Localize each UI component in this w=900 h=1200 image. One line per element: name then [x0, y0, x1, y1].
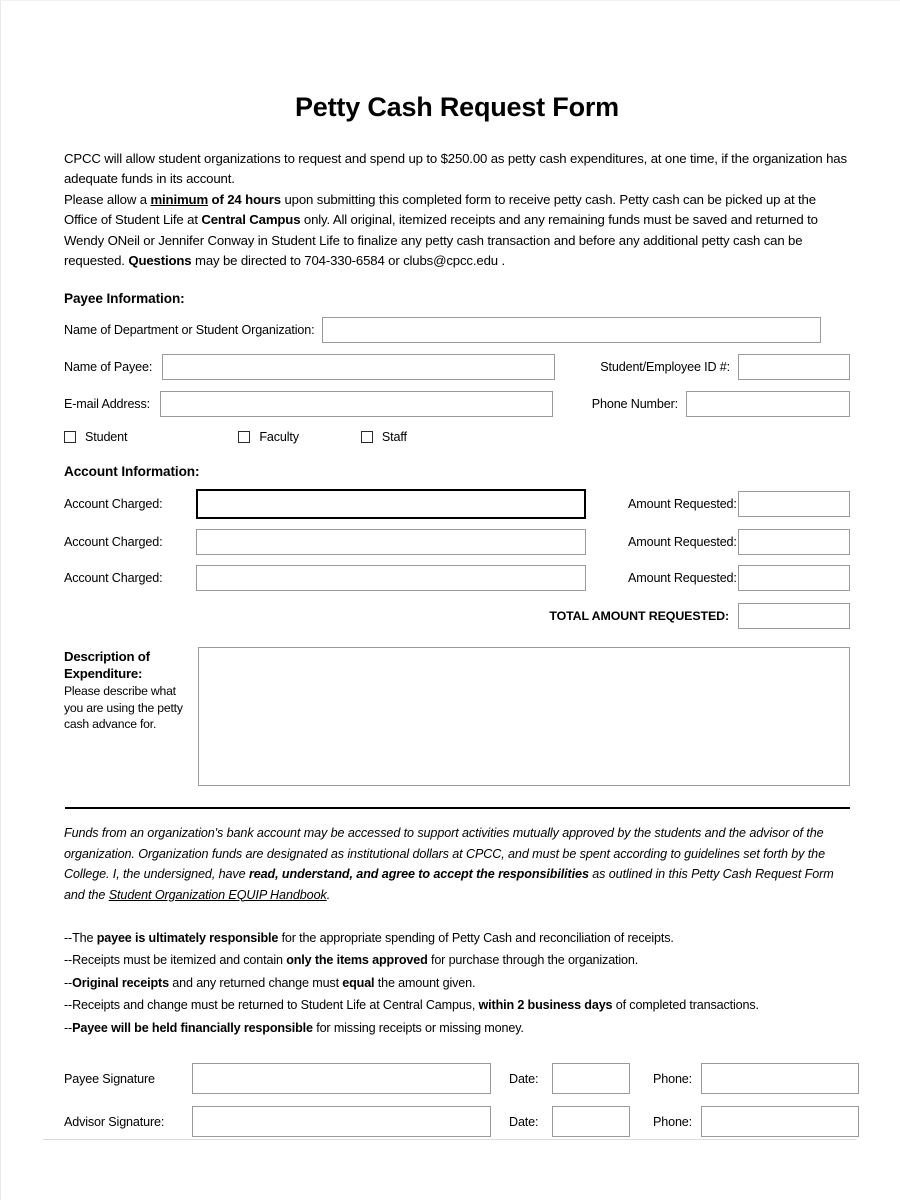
- bullet-3-bold-2: equal: [342, 975, 375, 990]
- description-section: [64, 647, 850, 786]
- agreement-part-2: as outlined in this Petty Cash Request Form and the: [64, 867, 834, 902]
- agreement-paragraph: [64, 823, 850, 905]
- phone-number-label: Phone Number:: [591, 397, 678, 412]
- account-charged-input-1[interactable]: [196, 489, 586, 519]
- bullet-4-bold: within 2 business days: [478, 998, 613, 1013]
- agreement-bold-clause: read, understand, and agree to accept the responsibilities: [248, 867, 589, 882]
- advisor-signature-row: [64, 1106, 850, 1137]
- intro-p2-part-e: may be directed to 704-330-6584 or clubs@cpcc.edu .: [191, 252, 505, 268]
- intro-text: [64, 149, 850, 272]
- list-item: [64, 972, 850, 994]
- account-charged-label-2: Account Charged:: [64, 535, 163, 550]
- advisor-phone-input[interactable]: [701, 1106, 859, 1137]
- description-title: Description of Expenditure:: [64, 649, 150, 681]
- advisor-date-input[interactable]: [552, 1106, 630, 1137]
- list-item: [64, 1017, 850, 1039]
- amount-requested-label-2: Amount Requested:: [628, 535, 737, 550]
- bullet-4-lead: --Receipts and change must be returned to Student Life at Central Campus,: [64, 998, 479, 1013]
- payee-date-input[interactable]: [552, 1063, 630, 1094]
- bullet-2-bold: only the items approved: [286, 953, 428, 968]
- total-amount-label: TOTAL AMOUNT REQUESTED:: [549, 609, 729, 624]
- account-charged-input-2[interactable]: [196, 529, 586, 555]
- advisor-date-label: Date:: [509, 1114, 539, 1129]
- bullet-1-lead: --The: [64, 930, 97, 945]
- email-row: [64, 391, 850, 417]
- organization-label: Name of Department or Student Organization:: [64, 323, 315, 338]
- bullet-1-bold: payee is ultimately responsible: [96, 930, 279, 945]
- payee-signature-input[interactable]: [192, 1063, 491, 1094]
- student-employee-id-input[interactable]: [738, 354, 850, 380]
- amount-requested-input-2[interactable]: [738, 529, 850, 555]
- bullet-5-bold: Payee will be held financially responsible: [72, 1020, 313, 1035]
- checkbox-staff[interactable]: [361, 430, 407, 444]
- payee-section-heading: Payee Information:: [64, 291, 185, 307]
- checkbox-student[interactable]: [64, 430, 127, 444]
- document-content: [64, 1, 850, 1137]
- agreement-part-1: Funds from an organization's bank account may be accessed to support activities mutually approved by the students and the advisor of the organization. Organization funds are designated as institutional dollars at CPCC, and must be spent according to guidelines set forth by the College. I, the undersigned, have: [64, 826, 825, 882]
- bullet-3-bold: Original receipts: [72, 975, 169, 990]
- intro-paragraph-1: CPCC will allow student organizations to request and spend up to $250.00 as petty cash expenditures, at one time, if the organization has adequate funds in its account.: [64, 150, 847, 187]
- advisor-signature-input[interactable]: [192, 1106, 491, 1137]
- account-charged-label: Account Charged:: [64, 497, 163, 512]
- account-row: [64, 565, 850, 591]
- intro-paragraph-2: [64, 190, 850, 272]
- checkbox-student-box[interactable]: [64, 431, 76, 443]
- intro-p2-part-c: upon submitting this completed form to receive petty cash. Petty cash can be picked up at the Office of Student Life at: [64, 191, 816, 228]
- intro-minimum-emphasis: minimum: [150, 191, 209, 207]
- list-item: [64, 994, 850, 1016]
- checkbox-faculty-box[interactable]: [238, 431, 250, 443]
- payee-signature-row: [64, 1063, 850, 1094]
- intro-p2-part-a: Please allow a: [64, 191, 151, 207]
- payee-name-row: [64, 354, 850, 380]
- total-amount-row: [64, 603, 850, 629]
- advisor-phone-label: Phone:: [653, 1114, 693, 1129]
- description-textarea[interactable]: [198, 647, 850, 786]
- checkbox-faculty-label: Faculty: [259, 430, 299, 445]
- payee-phone-input[interactable]: [701, 1063, 859, 1094]
- organization-row: [64, 317, 850, 343]
- intro-p2-part-d: only. All original, itemized receipts and any remaining funds must be saved and returned to Wendy ONeil or Jennifer Conway in Student Life to finalize any petty cash transaction and before any additional petty cash can be requested.: [64, 212, 818, 268]
- signature-block: [64, 1063, 850, 1137]
- payee-signature-label: Payee Signature: [64, 1071, 155, 1086]
- bullet-5-rest: for missing receipts or missing money.: [312, 1020, 524, 1035]
- bullet-5-lead: --: [64, 1020, 73, 1035]
- intro-campus-emphasis: Central Campus: [201, 212, 301, 228]
- checkbox-staff-box[interactable]: [361, 431, 373, 443]
- checkbox-student-label: Student: [85, 430, 128, 445]
- responsibilities-list: [64, 927, 850, 1039]
- advisor-signature-label: Advisor Signature:: [64, 1114, 165, 1129]
- bullet-1-rest: for the appropriate spending of Petty Cash and reconciliation of receipts.: [278, 930, 674, 945]
- list-item: [64, 949, 850, 971]
- email-input[interactable]: [160, 391, 553, 417]
- agreement-part-3: .: [326, 887, 331, 902]
- total-amount-input[interactable]: [738, 603, 850, 629]
- section-divider: [65, 807, 850, 809]
- checkbox-staff-label: Staff: [381, 430, 407, 445]
- account-charged-input-3[interactable]: [196, 565, 586, 591]
- page-title: Petty Cash Request Form: [295, 92, 619, 122]
- page-bottom-rule: [43, 1139, 856, 1140]
- bullet-2-rest: for purchase through the organization.: [427, 953, 639, 968]
- account-row: [64, 489, 850, 519]
- bullet-3-lead: --: [64, 975, 73, 990]
- list-item: [64, 927, 850, 949]
- equip-handbook-link[interactable]: Student Organization EQUIP Handbook: [108, 887, 327, 902]
- bullet-2-lead: --Receipts must be itemized and contain: [64, 953, 287, 968]
- payee-phone-label: Phone:: [653, 1071, 693, 1086]
- intro-hours-emphasis: of 24 hours: [211, 191, 281, 207]
- bullet-4-rest: of completed transactions.: [612, 998, 759, 1013]
- description-label-block: [64, 647, 188, 786]
- role-checkbox-row: [64, 430, 850, 444]
- account-section-heading: Account Information:: [64, 464, 200, 480]
- account-charged-label-3: Account Charged:: [64, 571, 163, 586]
- checkbox-faculty[interactable]: [238, 430, 299, 444]
- email-label: E-mail Address:: [64, 397, 150, 412]
- payee-date-label: Date:: [509, 1071, 539, 1086]
- organization-input[interactable]: [322, 317, 821, 343]
- student-employee-id-label: Student/Employee ID #:: [600, 360, 730, 375]
- amount-requested-input-1[interactable]: [738, 491, 850, 517]
- account-row: [64, 529, 850, 555]
- phone-number-input[interactable]: [686, 391, 850, 417]
- payee-name-input[interactable]: [162, 354, 555, 380]
- amount-requested-label-3: Amount Requested:: [628, 571, 737, 586]
- description-subtitle: Please describe what you are using the petty cash advance for.: [64, 684, 183, 731]
- amount-requested-input-3[interactable]: [738, 565, 850, 591]
- intro-questions-emphasis: Questions: [128, 252, 192, 268]
- bullet-3-rest-2: the amount given.: [374, 975, 476, 990]
- amount-requested-label-1: Amount Requested:: [628, 497, 737, 512]
- payee-name-label: Name of Payee:: [64, 360, 153, 375]
- bullet-3-rest: and any returned change must: [168, 975, 343, 990]
